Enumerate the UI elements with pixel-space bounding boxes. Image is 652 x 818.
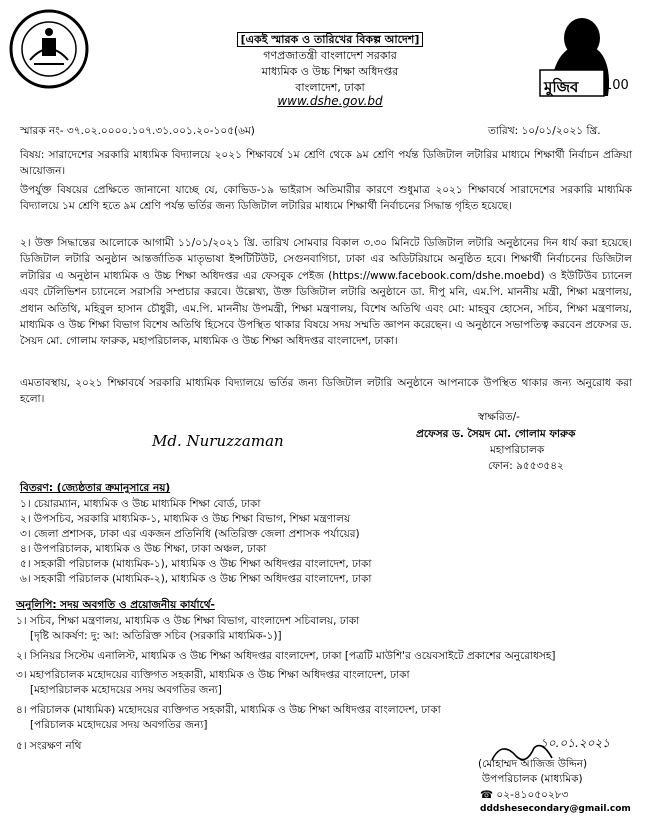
distribution-item: ৫। সহকারী পরিচালক (মাধ্যমিক-১), মাধ্যমিক ও উচ্চ শিক্ষা অধিদপ্তর বাংলাদেশ, ঢাকা [20,558,372,570]
copy-item-note: [মহাপরিচালক মহোদয়ের সদয় অবগতির জন্য] [30,684,222,696]
copy-item: ৪। পরিচালক (মাধ্যমিক) মহোদয়ের ব্যক্তিগত সহকারী, মাধ্যমিক ও উচ্চ শিক্ষা অধিদপ্তর বাংলাদেশ, ঢাকা [16,704,441,716]
signer-name: প্রফেসর ড. সৈয়দ মো. গোলাম ফারুক [416,428,576,440]
signed-mark: স্বাক্ষরিত/- [478,411,520,423]
alternate-order-tag: [একই স্মারক ও তারিখের বিকল্প আদেশ] [237,32,424,47]
signer2-email[interactable]: dddshesecondary@gmail.com [480,804,631,814]
header-govt: গণপ্রজাতন্ত্রী বাংলাদেশ সরকার [263,49,397,62]
memo-date: তারিখ: ১০/০১/২০২১ খ্রি. [488,125,601,137]
distribution-item: ২। উপসচিব, সরকারি মাধ্যমিক-১, মাধ্যমিক ও উচ্চ শিক্ষা বিভাগ, শিক্ষা মন্ত্রণালয় [20,513,351,525]
signer2-title: উপপরিচালক (মাধ্যমিক) [482,773,583,785]
copy-item: ৩। মহাপরিচালক মহোদয়ের ব্যক্তিগত সহকারী, মাধ্যমিক ও উচ্চ শিক্ষা অধিদপ্তর বাংলাদেশ, ঢাকা [16,669,410,681]
paragraph-3: এমতাবস্থায়, ২০২১ শিক্ষাবর্ষে সরকারি মাধ্যমিক বিদ্যালয়ে ভর্তির জন্য ডিজিটাল লটারি অনুষ্ঠানে আপনাকে উপস্থিত থাকার জন্য অনুরোধ করা হলো। [20,377,632,406]
mujib-100-logo [500,8,650,102]
signer-phone: ফোন: ৯৫৫৩৫৪২ [488,460,564,472]
copy-item-note: [পরিচালক মহোদয়ের সদয় অবগতির জন্য] [30,719,208,731]
distribution-item: ১। চেয়ারম্যান, মাধ্যমিক ও উচ্চ মাধ্যমিক শিক্ষা বোর্ড, ঢাকা [20,498,261,510]
dshe-seal-logo [8,8,90,90]
distribution-title: বিতরণ: (জ্যেষ্ঠতার ক্রমানুসারে নয়) [20,482,171,494]
copy-title: অনুলিপি: সদয় অবগতি ও প্রয়োজনীয় কার্যার্থে- [16,599,215,611]
mujib-logo-number: 100 [604,78,629,93]
copy-item: ২। সিনিয়র সিস্টেম এনালিস্ট, মাধ্যমিক ও উচ্চ শিক্ষা অধিদপ্তর বাংলাদেশ, ঢাকা [পত্রটি মাউশি'র ওয়েবসাইটে প্রকাশের অনুরোধসহ] [16,650,556,662]
signer-title: মহাপরিচালক [490,444,545,456]
signer2-phone: ☎ ০২-৪১০৫০২৮৩ [480,789,569,801]
handwritten-date: ১০.০১.২০২১ [540,736,611,750]
memo-number: স্মারক নং- ৩৭.০২.০০০০.১০৭.৩১.০০১.২০-১০৫(৬ম) [20,125,255,137]
distribution-item: ৪। উপপরিচালক, মাধ্যমিক ও উচ্চ শিক্ষা, ঢাকা অঞ্চল, ঢাকা [20,543,267,555]
copy-item: ৫। সংরক্ষণ নথি [16,740,82,752]
header-location: বাংলাদেশ, ঢাকা [295,81,365,94]
distribution-item: ৩। জেলা প্রশাসক, ঢাকা এর একজন প্রতিনিধি (অতিরিক্ত জেলা প্রশাসক পর্যায়ের) [20,528,360,540]
paragraph-2: ২। উক্ত সিদ্ধান্তের আলোকে আগামী ১১/০১/২০২১ খ্রি. তারিখ সোমবার বিকাল ৩.৩০ মিনিটে ডিজিটাল লটারি অনুষ্ঠানের দিন ধার্য করা হয়েছে। ডিজিটাল লটারি অনুষ্ঠান আন্তর্জাতিক মাতৃভাষা ইন্সটিটিউট, সেগুনবাগিচা, ঢাকা এর অডিটরিয়ামে অনুষ্ঠিত হবে। শিক্ষার্থী নির্বাচনের ডিজিটাল লটারির এ অনুষ্ঠান মাধ্যমিক ও উচ্চ শিক্ষা অধিদপ্তর এর ফেসবুক পেইজ (https://www.facebook.com/dshe.moebd) ও ইউটিউব চ্যানেল এবং টেলিভিশন চ্যানেলে সরাসরি সম্প্রচার করবে। উল্লেখ্য, উক্ত ডিজিটাল লটারি অনুষ্ঠানে ডা. দীপু মনি, এম.পি. মাননীয় মন্ত্রী, শিক্ষা মন্ত্রণালয়, প্রধান অতিথি, মহিবুল হাসান চৌধুরী, এম.পি. মাননীয় উপমন্ত্রী, শিক্ষা মন্ত্রণালয়, বিশেষ অতিথি এবং মো: মাহবুব হোসেন, সচিব, শিক্ষা মন্ত্রণালয়, মাধ্যমিক ও উচ্চ শিক্ষা বিভাগ বিশেষ অতিথি হিসেবে উপস্থিত থাকার বিষয়ে সদয় সম্মতি জ্ঞাপন করেছেন। এ অনুষ্ঠানে সভাপতিত্ব করবেন প্রফেসর ড. সৈয়দ মো. গোলাম ফারুক, মহাপরিচালক, মাধ্যমিক ও উচ্চ শিক্ষা অধিদপ্তর বাংলাদেশ, ঢাকা। [20,237,632,348]
header-directorate: মাধ্যমিক ও উচ্চ শিক্ষা অধিদপ্তর [261,65,399,78]
subject-line: বিষয়: সারাদেশের সরকারি মাধ্যমিক বিদ্যালয়ে ২০২১ শিক্ষাবর্ষে ১ম শ্রেণি থেকে ৯ম শ্রেণি পর্যন্ত ডিজিটাল লটারির মাধ্যমে শিক্ষার্থী নির্বাচন প্রক্রিয়া আয়োজন। [20,149,632,178]
handwritten-signature: Md. Nuruzzaman [152,432,284,450]
copy-item-note: [দৃষ্টি আকর্ষণ: দু: আ: অতিরিক্ত সচিব (সরকারি মাধ্যমিক-১)] [30,630,282,642]
copy-item: ১। সচিব, শিক্ষা মন্ত্রণালয়, মাধ্যমিক ও উচ্চ শিক্ষা বিভাগ, বাংলাদেশ সচিবালয়, ঢাকা [16,615,360,627]
mujib-logo-text: মুজিব [544,78,579,96]
paragraph-1: উপর্যুক্ত বিষয়ের প্রেক্ষিতে জানানো যাচ্ছে যে, কোভিড-১৯ ভাইরাস অতিমারীর কারণে শুধুমাত্র ২০২১ শিক্ষাবর্ষে সারাদেশের সরকারি মাধ্যমিক বিদ্যালয়ে ১ম শ্রেণি হতে ৯ম শ্রেণি পর্যন্ত ভর্তির জন্য ডিজিটাল লটারির মাধ্যমে শিক্ষার্থী নির্বাচনের সিদ্ধান্ত গৃহিত হয়েছে। [20,184,632,213]
signer2-name: (মোহাম্মদ আজিজ উদ্দিন) [478,758,588,770]
header-website[interactable]: www.dshe.gov.bd [277,94,383,108]
distribution-item: ৬। সহকারী পরিচালক (মাধ্যমিক-২), মাধ্যমিক ও উচ্চ শিক্ষা অধিদপ্তর বাংলাদেশ, ঢাকা [20,573,372,585]
